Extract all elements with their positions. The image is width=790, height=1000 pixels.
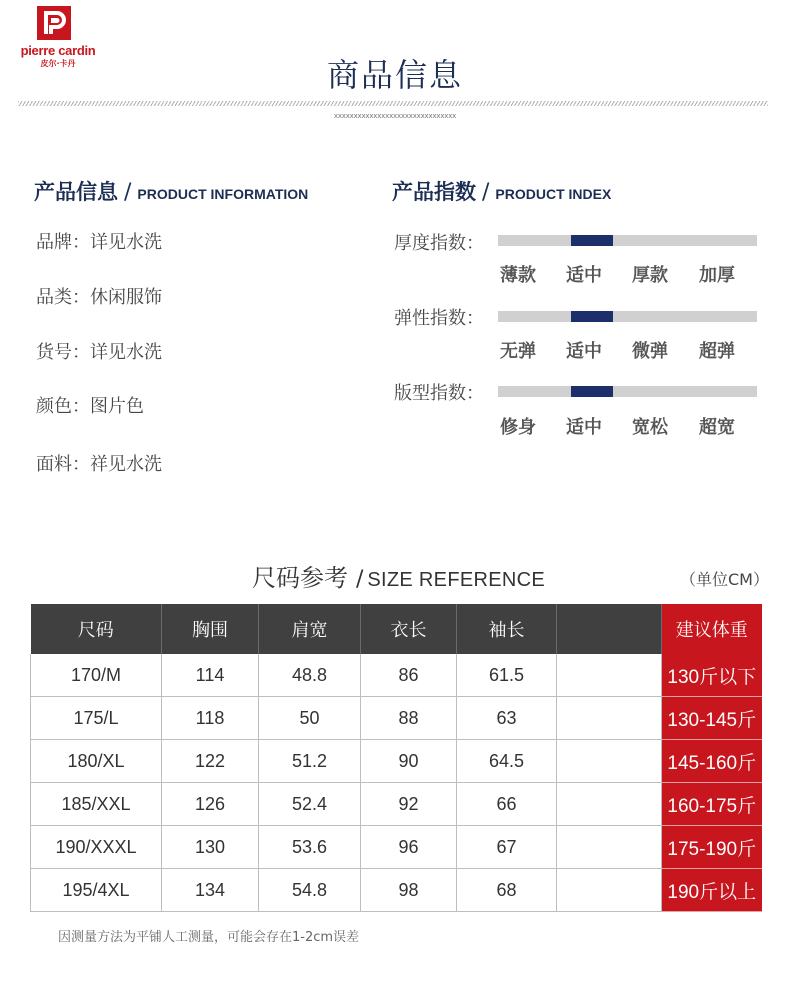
header-size: 尺码 bbox=[31, 604, 162, 654]
size-table bbox=[30, 604, 762, 912]
fit-index-label: 版型指数： bbox=[394, 383, 484, 404]
cell-blank bbox=[557, 740, 662, 783]
cell-shoulder: 54.8 bbox=[259, 869, 361, 912]
cell-chest: 130 bbox=[162, 826, 259, 869]
cell-sleeve: 64.5 bbox=[457, 740, 557, 783]
cell-weight: 190斤以上 bbox=[662, 869, 762, 912]
index-option: 薄款 bbox=[500, 265, 536, 286]
cell-size: 180/XL bbox=[31, 740, 162, 783]
table-row bbox=[31, 869, 762, 912]
cell-sleeve: 67 bbox=[457, 826, 557, 869]
index-option: 适中 bbox=[566, 265, 602, 286]
table-row bbox=[31, 654, 762, 697]
info-row-fabric: 面料：祥见水洗 bbox=[36, 454, 162, 475]
product-index-heading-cn: 产品指数 bbox=[392, 180, 476, 204]
cell-chest: 134 bbox=[162, 869, 259, 912]
header-blank bbox=[557, 604, 662, 654]
cell-size: 170/M bbox=[31, 654, 162, 697]
product-index-heading bbox=[392, 176, 611, 206]
fit-index-marker bbox=[571, 386, 613, 397]
cell-shoulder: 51.2 bbox=[259, 740, 361, 783]
cell-blank bbox=[557, 654, 662, 697]
brand-logo-icon bbox=[37, 6, 71, 40]
size-reference-title bbox=[252, 558, 545, 593]
index-option: 微弹 bbox=[632, 341, 668, 362]
product-index-heading-en: PRODUCT INDEX bbox=[495, 186, 612, 202]
header-length: 衣长 bbox=[361, 604, 457, 654]
cell-blank bbox=[557, 826, 662, 869]
header-chest: 胸围 bbox=[162, 604, 259, 654]
elasticity-index-bar bbox=[498, 311, 757, 322]
cell-chest: 122 bbox=[162, 740, 259, 783]
cell-weight: 160-175斤 bbox=[662, 783, 762, 826]
cell-chest: 118 bbox=[162, 697, 259, 740]
index-option: 超弹 bbox=[699, 341, 735, 362]
table-header-row bbox=[31, 604, 762, 654]
cell-size: 195/4XL bbox=[31, 869, 162, 912]
cell-blank bbox=[557, 783, 662, 826]
cell-blank bbox=[557, 697, 662, 740]
cell-sleeve: 66 bbox=[457, 783, 557, 826]
cell-weight: 130斤以下 bbox=[662, 654, 762, 697]
header-sleeve: 袖长 bbox=[457, 604, 557, 654]
index-option: 宽松 bbox=[632, 417, 668, 438]
table-row bbox=[31, 826, 762, 869]
cell-sleeve: 63 bbox=[457, 697, 557, 740]
index-option: 适中 bbox=[566, 417, 602, 438]
measurement-note: 因测量方法为平铺人工测量，可能会存在1-2cm误差 bbox=[58, 930, 360, 945]
cell-size: 190/XXXL bbox=[31, 826, 162, 869]
cell-shoulder: 53.6 bbox=[259, 826, 361, 869]
cell-chest: 114 bbox=[162, 654, 259, 697]
product-info-heading bbox=[34, 176, 308, 206]
cell-length: 92 bbox=[361, 783, 457, 826]
elasticity-index-marker bbox=[571, 311, 613, 322]
cell-weight: 175-190斤 bbox=[662, 826, 762, 869]
thickness-index-label: 厚度指数： bbox=[394, 233, 484, 254]
thickness-index-bar bbox=[498, 235, 757, 246]
size-reference-title-en: SIZE REFERENCE bbox=[367, 569, 545, 591]
index-option: 超宽 bbox=[699, 417, 735, 438]
info-row-item-number: 货号：详见水洗 bbox=[36, 342, 162, 363]
header-shoulder: 肩宽 bbox=[259, 604, 361, 654]
thickness-index-marker bbox=[571, 235, 613, 246]
fit-index-bar bbox=[498, 386, 757, 397]
title-divider bbox=[18, 101, 768, 106]
info-row-brand: 品牌：详见水洗 bbox=[36, 232, 162, 253]
title-submark: xxxxxxxxxxxxxxxxxxxxxxxxxxxxxxx bbox=[333, 112, 457, 120]
cell-shoulder: 52.4 bbox=[259, 783, 361, 826]
heading-separator: / bbox=[356, 567, 364, 592]
index-option: 无弹 bbox=[500, 341, 536, 362]
cell-length: 98 bbox=[361, 869, 457, 912]
cell-size: 185/XXL bbox=[31, 783, 162, 826]
index-option: 修身 bbox=[500, 417, 536, 438]
size-reference-title-cn: 尺码参考 bbox=[252, 564, 348, 592]
header-weight: 建议体重 bbox=[662, 604, 762, 654]
heading-separator: / bbox=[124, 180, 132, 205]
cell-chest: 126 bbox=[162, 783, 259, 826]
cell-shoulder: 50 bbox=[259, 697, 361, 740]
cell-sleeve: 61.5 bbox=[457, 654, 557, 697]
table-row bbox=[31, 783, 762, 826]
index-option: 适中 bbox=[566, 341, 602, 362]
brand-subname: 皮尔·卡丹 bbox=[40, 59, 76, 68]
cell-length: 90 bbox=[361, 740, 457, 783]
unit-note: （单位CM） bbox=[680, 570, 769, 589]
cell-weight: 130-145斤 bbox=[662, 697, 762, 740]
cell-length: 88 bbox=[361, 697, 457, 740]
page-title: 商品信息 bbox=[326, 56, 463, 94]
index-option: 加厚 bbox=[699, 265, 735, 286]
index-option: 厚款 bbox=[632, 265, 668, 286]
table-row bbox=[31, 697, 762, 740]
cell-weight: 145-160斤 bbox=[662, 740, 762, 783]
cell-length: 86 bbox=[361, 654, 457, 697]
table-row bbox=[31, 740, 762, 783]
cell-length: 96 bbox=[361, 826, 457, 869]
cell-shoulder: 48.8 bbox=[259, 654, 361, 697]
info-row-category: 品类：休闲服饰 bbox=[36, 287, 162, 308]
elasticity-index-label: 弹性指数： bbox=[394, 308, 484, 329]
product-info-heading-en: PRODUCT INFORMATION bbox=[137, 186, 309, 202]
info-row-color: 颜色：图片色 bbox=[36, 396, 144, 417]
cell-size: 175/L bbox=[31, 697, 162, 740]
brand-name: pierre cardin bbox=[20, 43, 96, 58]
heading-separator: / bbox=[482, 180, 490, 205]
cell-sleeve: 68 bbox=[457, 869, 557, 912]
product-info-heading-cn: 产品信息 bbox=[34, 180, 118, 204]
cell-blank bbox=[557, 869, 662, 912]
